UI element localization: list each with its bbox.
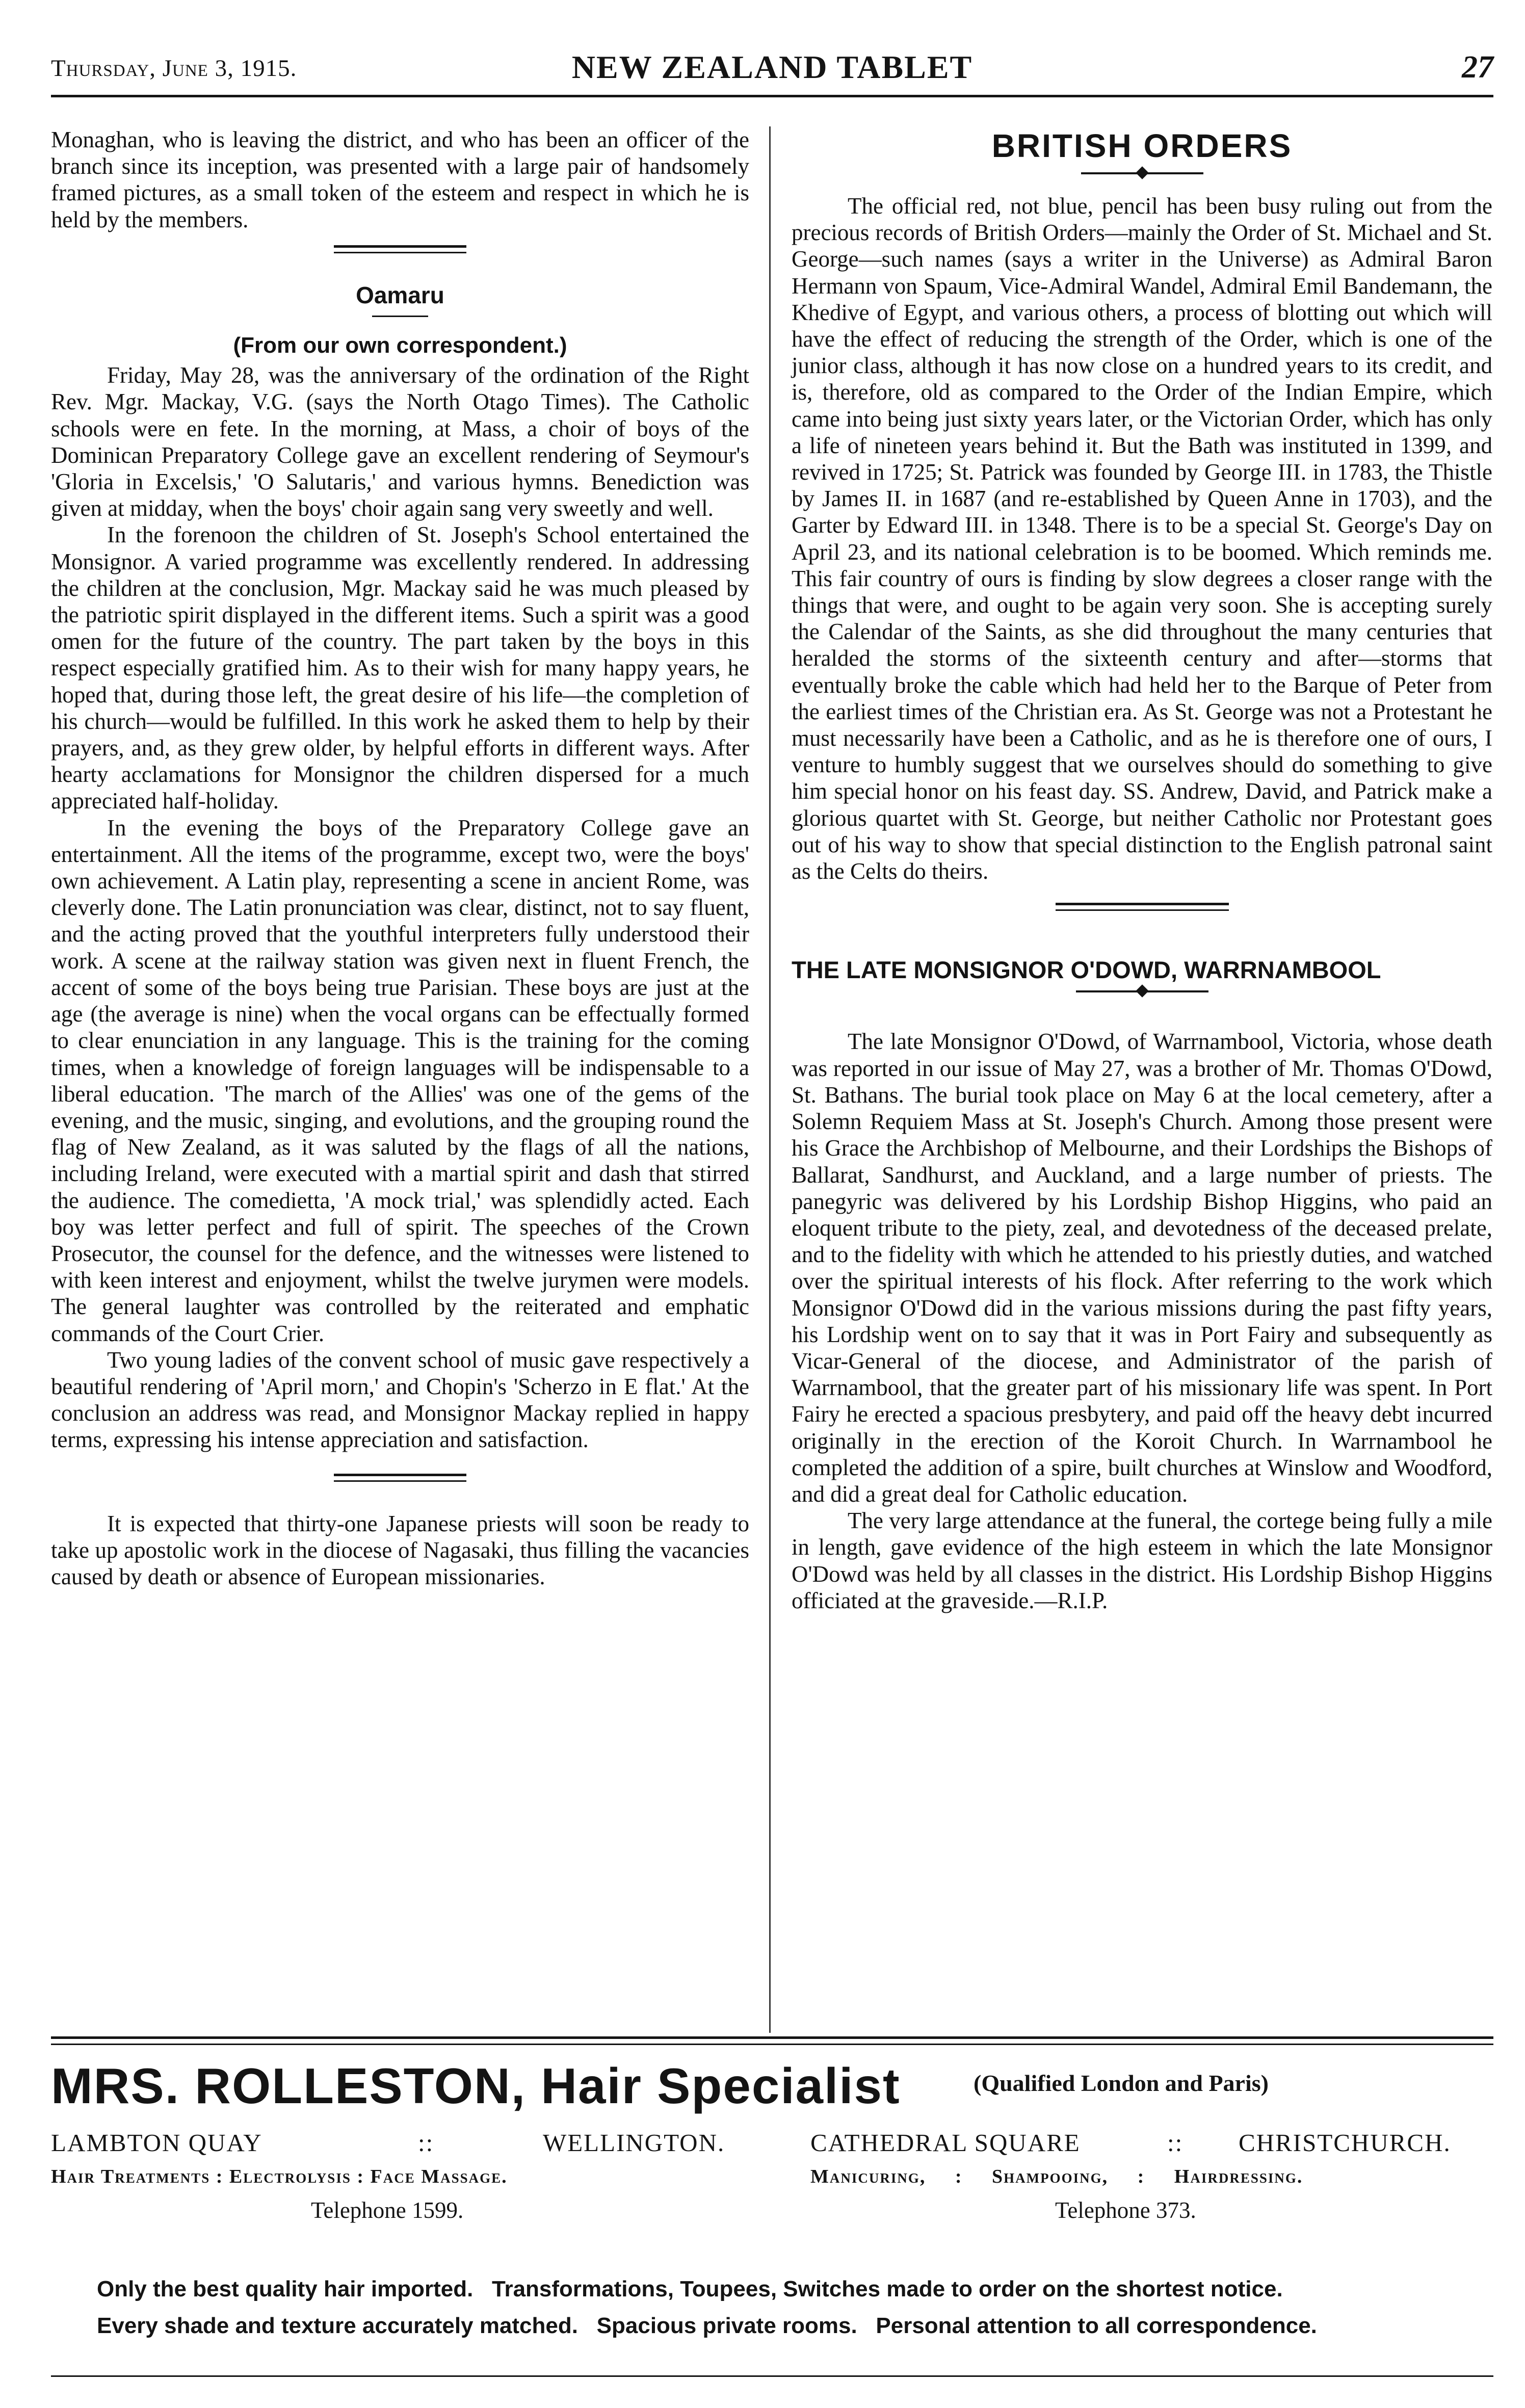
- masthead-title: NEW ZEALAND TABLET: [571, 49, 973, 85]
- left-column: [51, 126, 749, 1590]
- article-title-british-orders: BRITISH ORDERS: [991, 127, 1293, 164]
- column-divider: [769, 126, 771, 2033]
- ornamental-rule: [1081, 167, 1203, 179]
- title-underline: [372, 316, 428, 317]
- address-separator: ::: [418, 2129, 434, 2157]
- section-divider: [334, 1474, 466, 1482]
- advert-footer-line: Only the best quality hair imported. Transformations, Toupees, Switches made to order on the shortest notice.: [97, 2276, 1283, 2301]
- wellington-city: WELLINGTON.: [543, 2129, 725, 2157]
- section-title-oamaru: Oamaru: [356, 281, 444, 308]
- article-paragraph: In the forenoon the children of St. Joseph's School entertained the Monsignor. A varied programme was excellently rendered. In addressing the children at the conclusion, Mgr. Mackay said he was much pleased by the patriotic spirit displayed in the different items. Such a spirit was a good omen for the future of the country. The part taken by the boys in this respect especially gratified him. As to their wish for many happy years, he hoped that, during those left, the great desire of his life—the completion of his church—would be fulfilled. In this work he asked them to help by their prayers, and, as they grew older, by helpful efforts in different ways. After hearty acclamations for Monsignor the children dispersed for a much appreciated half-holiday.: [51, 522, 749, 814]
- advert-rule: [51, 2375, 1493, 2377]
- right-column: [792, 126, 1492, 1614]
- christchurch-services: Manicuring, : Shampooing, : Hairdressing.: [810, 2166, 1303, 2187]
- closing-paragraph: It is expected that thirty-one Japanese priests will soon be ready to take up apostolic work in the diocese of Nagasaki, thus filling the vacancies caused by death or absence of European missionaries.: [51, 1510, 749, 1589]
- article-paragraph: The official red, not blue, pencil has been busy ruling out from the precious records of British Orders—mainly the Order of St. Michael and St. George—such names (says a writer in the Universe) as Admiral Baron Hermann von Spaum, Vice-Admiral Wandel, Admiral Emil Bandemann, the Khedive of Egypt, and various others, a process of blotting out which will have the effect of reducing the strength of the Order, which is one of the junior class, although it has now close on a hundred years to its credit, and is, therefore, old as compared to the Order of the Indian Empire, which came into being just sixty years later, or the Victorian Order, which has only a life of nineteen years behind it. But the Bath was instituted in 1399, and revived in 1725; St. Patrick was founded by George III. in 1783, the Thistle by James II. in 1687 (and re-established by Queen Anne in 1703), and the Garter by Edward III. in 1348. There is to be a special St. George's Day on April 23, and its national celebration is to be boomed. Which reminds me. This fair country of ours is finding by slow degrees a closer range with the things that were, and ought to be again very soon. She is accepting surely the Calendar of the Saints, as she did throughout the many centuries that heralded the storms of the sixteenth century and after—storms that eventually broke the cable which had held her to the Barque of Peter from the earliest times of the Christian era. As St. George was not a Protestant he must necessarily have been a Catholic, and as he is therefore one of ours, I venture to humbly suggest that we ourselves should do something to give him special honor on his feast day. SS. Andrew, David, and Patrick make a glorious quartet with St. George, but neither Catholic nor Protestant goes out of his way to show that special distinction to the English patronal saint as the Celts do theirs.: [792, 193, 1492, 884]
- advert-rule: [51, 2044, 1493, 2045]
- advert-footer-line: Every shade and texture accurately matched. Spacious private rooms. Personal attention to all correspondence.: [97, 2313, 1317, 2338]
- wellington-street: LAMBTON QUAY: [51, 2129, 262, 2157]
- page-number: 27: [1462, 50, 1493, 85]
- header-rule: [51, 95, 1493, 97]
- issue-date: Thursday, June 3, 1915.: [51, 55, 297, 82]
- article-paragraph: The very large attendance at the funeral, the cortege being fully a mile in length, gave evidence of the high esteem in which the late Monsignor O'Dowd was held by all classes in the district. His Lordship Bishop Higgins officiated at the graveside.—R.I.P.: [792, 1508, 1492, 1613]
- diamond-ornament-icon: [1136, 985, 1148, 998]
- advert-qualification: (Qualified London and Paris): [974, 2070, 1269, 2096]
- diamond-ornament-icon: [1136, 166, 1148, 179]
- correspondent-line: (From our own correspondent.): [233, 333, 567, 358]
- ornamental-rule: [1076, 985, 1208, 998]
- advert-business-name: MRS. ROLLESTON, Hair Specialist: [51, 2058, 901, 2114]
- advert-rule: [51, 2036, 1493, 2039]
- address-separator: ::: [1167, 2129, 1184, 2157]
- section-divider: [334, 245, 466, 253]
- article-paragraph: The late Monsignor O'Dowd, of Warrnambool, Victoria, whose death was reported in our issue of May 27, was a brother of Mr. Thomas O'Dowd, St. Bathans. The burial took place on May 6 at the local cemetery, after a Solemn Requiem Mass at St. Joseph's Church. Among those present were his Grace the Archbishop of Melbourne, and their Lordships the Bishops of Ballarat, Sandhurst, and Auckland, and a large number of priests. The panegyric was delivered by his Lordship Bishop Higgins, who paid an eloquent tribute to the piety, zeal, and devotedness of the deceased prelate, and to the fidelity with which he attended to his priestly duties, and watched over the spiritual interests of his flock. After referring to the work which Monsignor O'Dowd did in the various missions during the past fifty years, his Lordship went on to say that it was in Port Fairy and subsequently as Vicar-General of the diocese, and Administrator of the parish of Warrnambool, that the greater part of his missionary life was spent. In Port Fairy he erected a spacious presbytery, and paid off the heavy debt incurred originally in the erection of the Koroit Church. In Warrnambool he completed the addition of a spire, built churches at Winslow and Woodford, and did a great deal for Catholic education.: [792, 1029, 1492, 1507]
- page-header: [51, 48, 1493, 89]
- intro-paragraph: Monaghan, who is leaving the district, and who has been an officer of the branch since its inception, was presented with a large pair of handsomely framed pictures, as a small token of the esteem and respect in which he is held by the members.: [51, 127, 749, 232]
- article-paragraph: Two young ladies of the convent school of music gave respectively a beautiful rendering of 'April morn,' and Chopin's 'Scherzo in E flat.' At the conclusion an address was read, and Monsignor Mackay replied in happy terms, expressing his intense appreciation and satisfaction.: [51, 1347, 749, 1453]
- wellington-services: Hair Treatments : Electrolysis : Face Massage.: [51, 2166, 508, 2187]
- article-paragraph: In the evening the boys of the Preparatory College gave an entertainment. All the items of the programme, except two, were the boys' own achievement. A Latin play, representing a scene in ancient Rome, was cleverly done. The Latin pronunciation was clear, distinct, not to say fluent, and the acting proved that the youthful interpreters fully understood their work. A scene at the railway station was given next in fluent French, the accent of some of the boys being true Parisian. These boys are just at the age (the average is nine) when the vocal organs can be effectually formed to clear enunciation in any language. This is the training for the coming times, when a knowledge of foreign languages will be indispensable to a liberal education. 'The march of the Allies' was one of the gems of the evening, and the music, singing, and evolutions, and the grouping round the flag of New Zealand, as it was saluted by the flags of all the nations, including Ireland, were executed with a martial spirit and dash that stirred the audience. The comedietta, 'A mock trial,' was splendidly acted. Each boy was letter perfect and full of spirit. The speeches of the Crown Prosecutor, the counsel for the defence, and the witnesses were listened to with keen interest and enjoyment, whilst the twelve jurymen were models. The general laughter was controlled by the reiterated and emphatic commands of the Court Crier.: [51, 815, 749, 1346]
- article-title-late-monsignor: THE LATE MONSIGNOR O'DOWD, WARRNAMBOOL: [792, 956, 1381, 984]
- christchurch-city: CHRISTCHURCH.: [1239, 2129, 1451, 2157]
- christchurch-telephone: Telephone 373.: [1055, 2197, 1196, 2223]
- section-divider: [1056, 903, 1229, 911]
- christchurch-street: CATHEDRAL SQUARE: [810, 2129, 1081, 2157]
- wellington-telephone: Telephone 1599.: [311, 2197, 464, 2223]
- article-paragraph: Friday, May 28, was the anniversary of the ordination of the Right Rev. Mgr. Mackay, V.G. (says the North Otago Times). The Catholic schools were en fete. In the morning, at Mass, a choir of boys of the Dominican Preparatory College gave an excellent rendering of Seymour's 'Gloria in Excelsis,' 'O Salutaris,' and various hymns. Benediction was given at midday, when the boys' choir again sang very sweetly and well.: [51, 362, 749, 521]
